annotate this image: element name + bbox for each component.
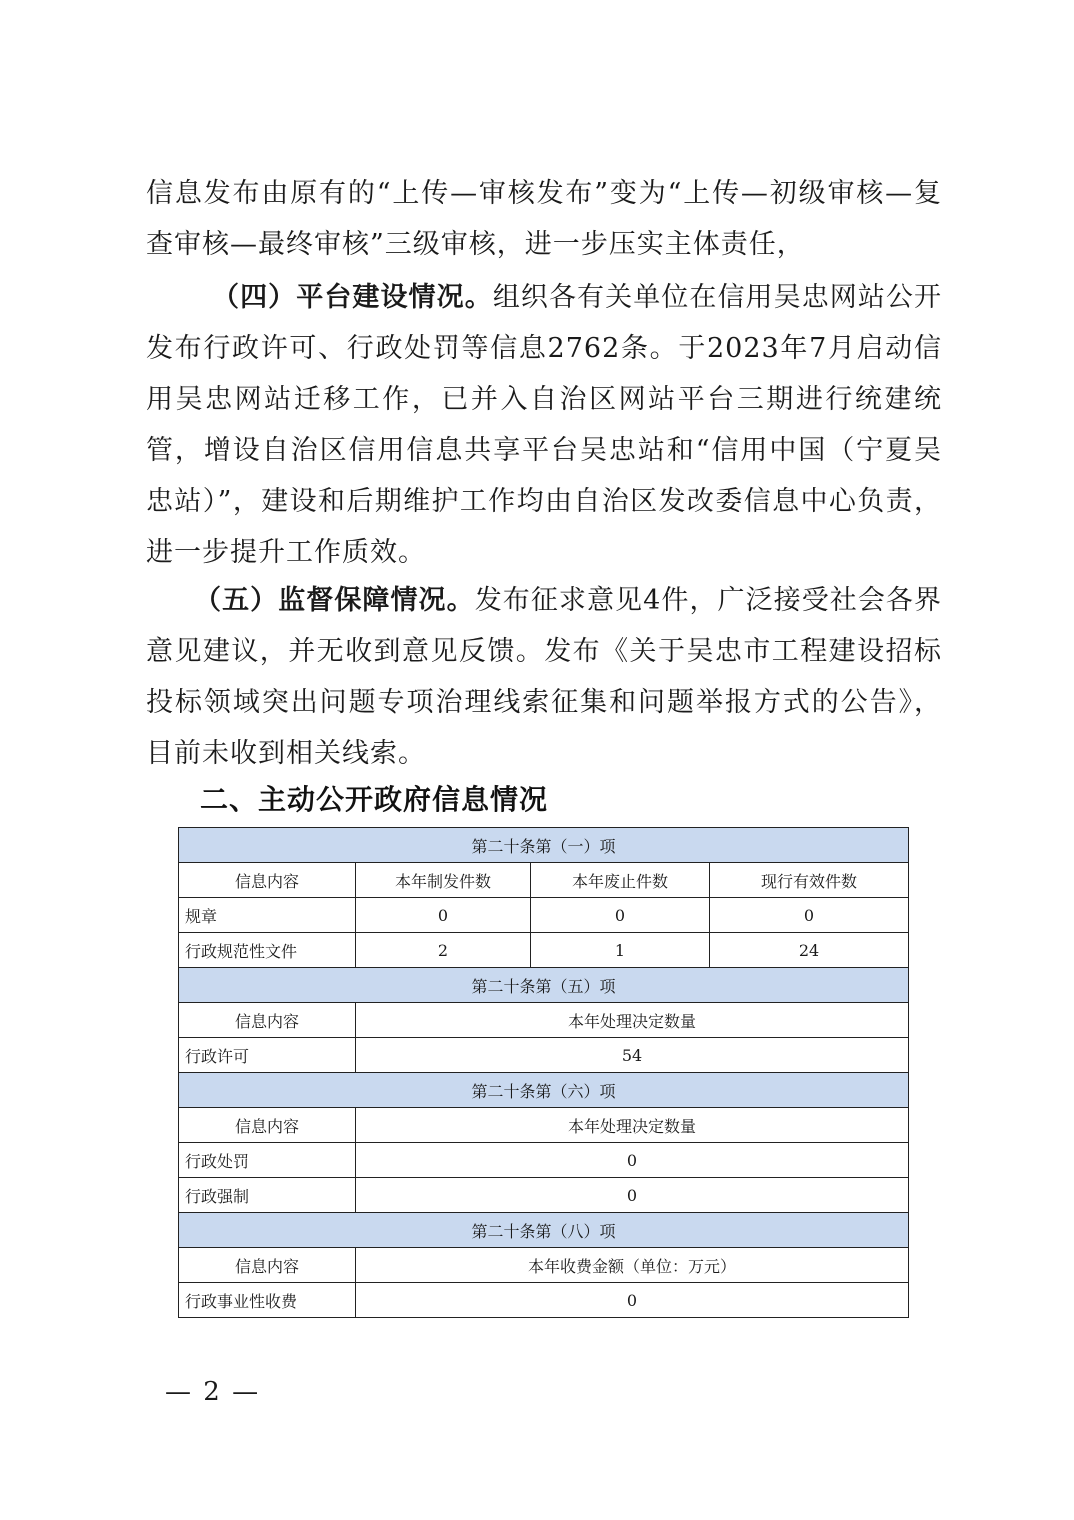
section-heading: 二、主动公开政府信息情况 [200, 783, 549, 816]
table-section-row [179, 968, 909, 1003]
value-cell: 0 [356, 1143, 909, 1178]
paragraph-platform-construction [146, 272, 942, 578]
table-header-row [179, 863, 909, 898]
header-cell: 信息内容 [179, 1108, 356, 1143]
table-row [179, 1038, 909, 1073]
section-title-cell: 第二十条第（六）项 [179, 1073, 909, 1108]
row-label: 行政事业性收费 [179, 1283, 356, 1318]
header-cell: 本年制发件数 [356, 863, 531, 898]
table-header-row [179, 1248, 909, 1283]
value-cell: 0 [356, 1283, 909, 1318]
row-label: 行政许可 [179, 1038, 356, 1073]
table-header-row [179, 1108, 909, 1143]
row-label: 行政规范性文件 [179, 933, 356, 968]
header-cell: 本年废止件数 [531, 863, 710, 898]
paragraph-supervision-body: 发布征求意见4件，广泛接受社会各界意见建议，并无收到意见反馈。发布《关于吴忠市工程建设招标投标领域突出问题专项治理线索征集和问题举报方式的公告》，目前未收到相关线索。 [146, 585, 942, 769]
header-cell: 信息内容 [179, 1003, 356, 1038]
row-label: 行政处罚 [179, 1143, 356, 1178]
header-cell: 信息内容 [179, 1248, 356, 1283]
value-cell: 0 [356, 1178, 909, 1213]
page-number: — 2 — [165, 1377, 261, 1407]
table-row [179, 898, 909, 933]
section-title-supervision: （五）监督保障情况。 [194, 585, 475, 616]
row-label: 规章 [179, 898, 356, 933]
table-row [179, 1178, 909, 1213]
header-cell: 本年处理决定数量 [356, 1003, 909, 1038]
value-cell: 54 [356, 1038, 909, 1073]
header-cell: 信息内容 [179, 863, 356, 898]
value-cell: 1 [531, 933, 710, 968]
table-section-row [179, 828, 909, 863]
header-cell: 现行有效件数 [710, 863, 909, 898]
table-row [179, 1283, 909, 1318]
table-section-row [179, 1213, 909, 1248]
row-label: 行政强制 [179, 1178, 356, 1213]
disclosure-table [178, 827, 909, 1318]
table-section-row [179, 1073, 909, 1108]
value-cell: 24 [710, 933, 909, 968]
header-cell: 本年处理决定数量 [356, 1108, 909, 1143]
paragraph-supervision [146, 575, 942, 779]
table-row [179, 933, 909, 968]
section-title-cell: 第二十条第（五）项 [179, 968, 909, 1003]
value-cell: 2 [356, 933, 531, 968]
section-title-cell: 第二十条第（一）项 [179, 828, 909, 863]
paragraph-platform-body: 组织各有关单位在信用吴忠网站公开发布行政许可、行政处罚等信息2762条。于2023年7月启动信用吴忠网站迁移工作，已并入自治区网站平台三期进行统建统管，增设自治区信用信息共享平台吴忠站和“信用中国（宁夏吴忠站）”，建设和后期维护工作均由自治区发改委信息中心负责，进一步提升工作质效。 [146, 282, 943, 568]
section-title-cell: 第二十条第（八）项 [179, 1213, 909, 1248]
table-header-row [179, 1003, 909, 1038]
table-row [179, 1143, 909, 1178]
header-cell: 本年收费金额（单位：万元） [356, 1248, 909, 1283]
section-title-platform: （四）平台建设情况。 [212, 282, 493, 313]
value-cell: 0 [710, 898, 909, 933]
paragraph-audit-process: 信息发布由原有的“上传—审核发布”变为“上传—初级审核—复查审核—最终审核”三级审核，进一步压实主体责任， [146, 178, 942, 260]
value-cell: 0 [531, 898, 710, 933]
value-cell: 0 [356, 898, 531, 933]
